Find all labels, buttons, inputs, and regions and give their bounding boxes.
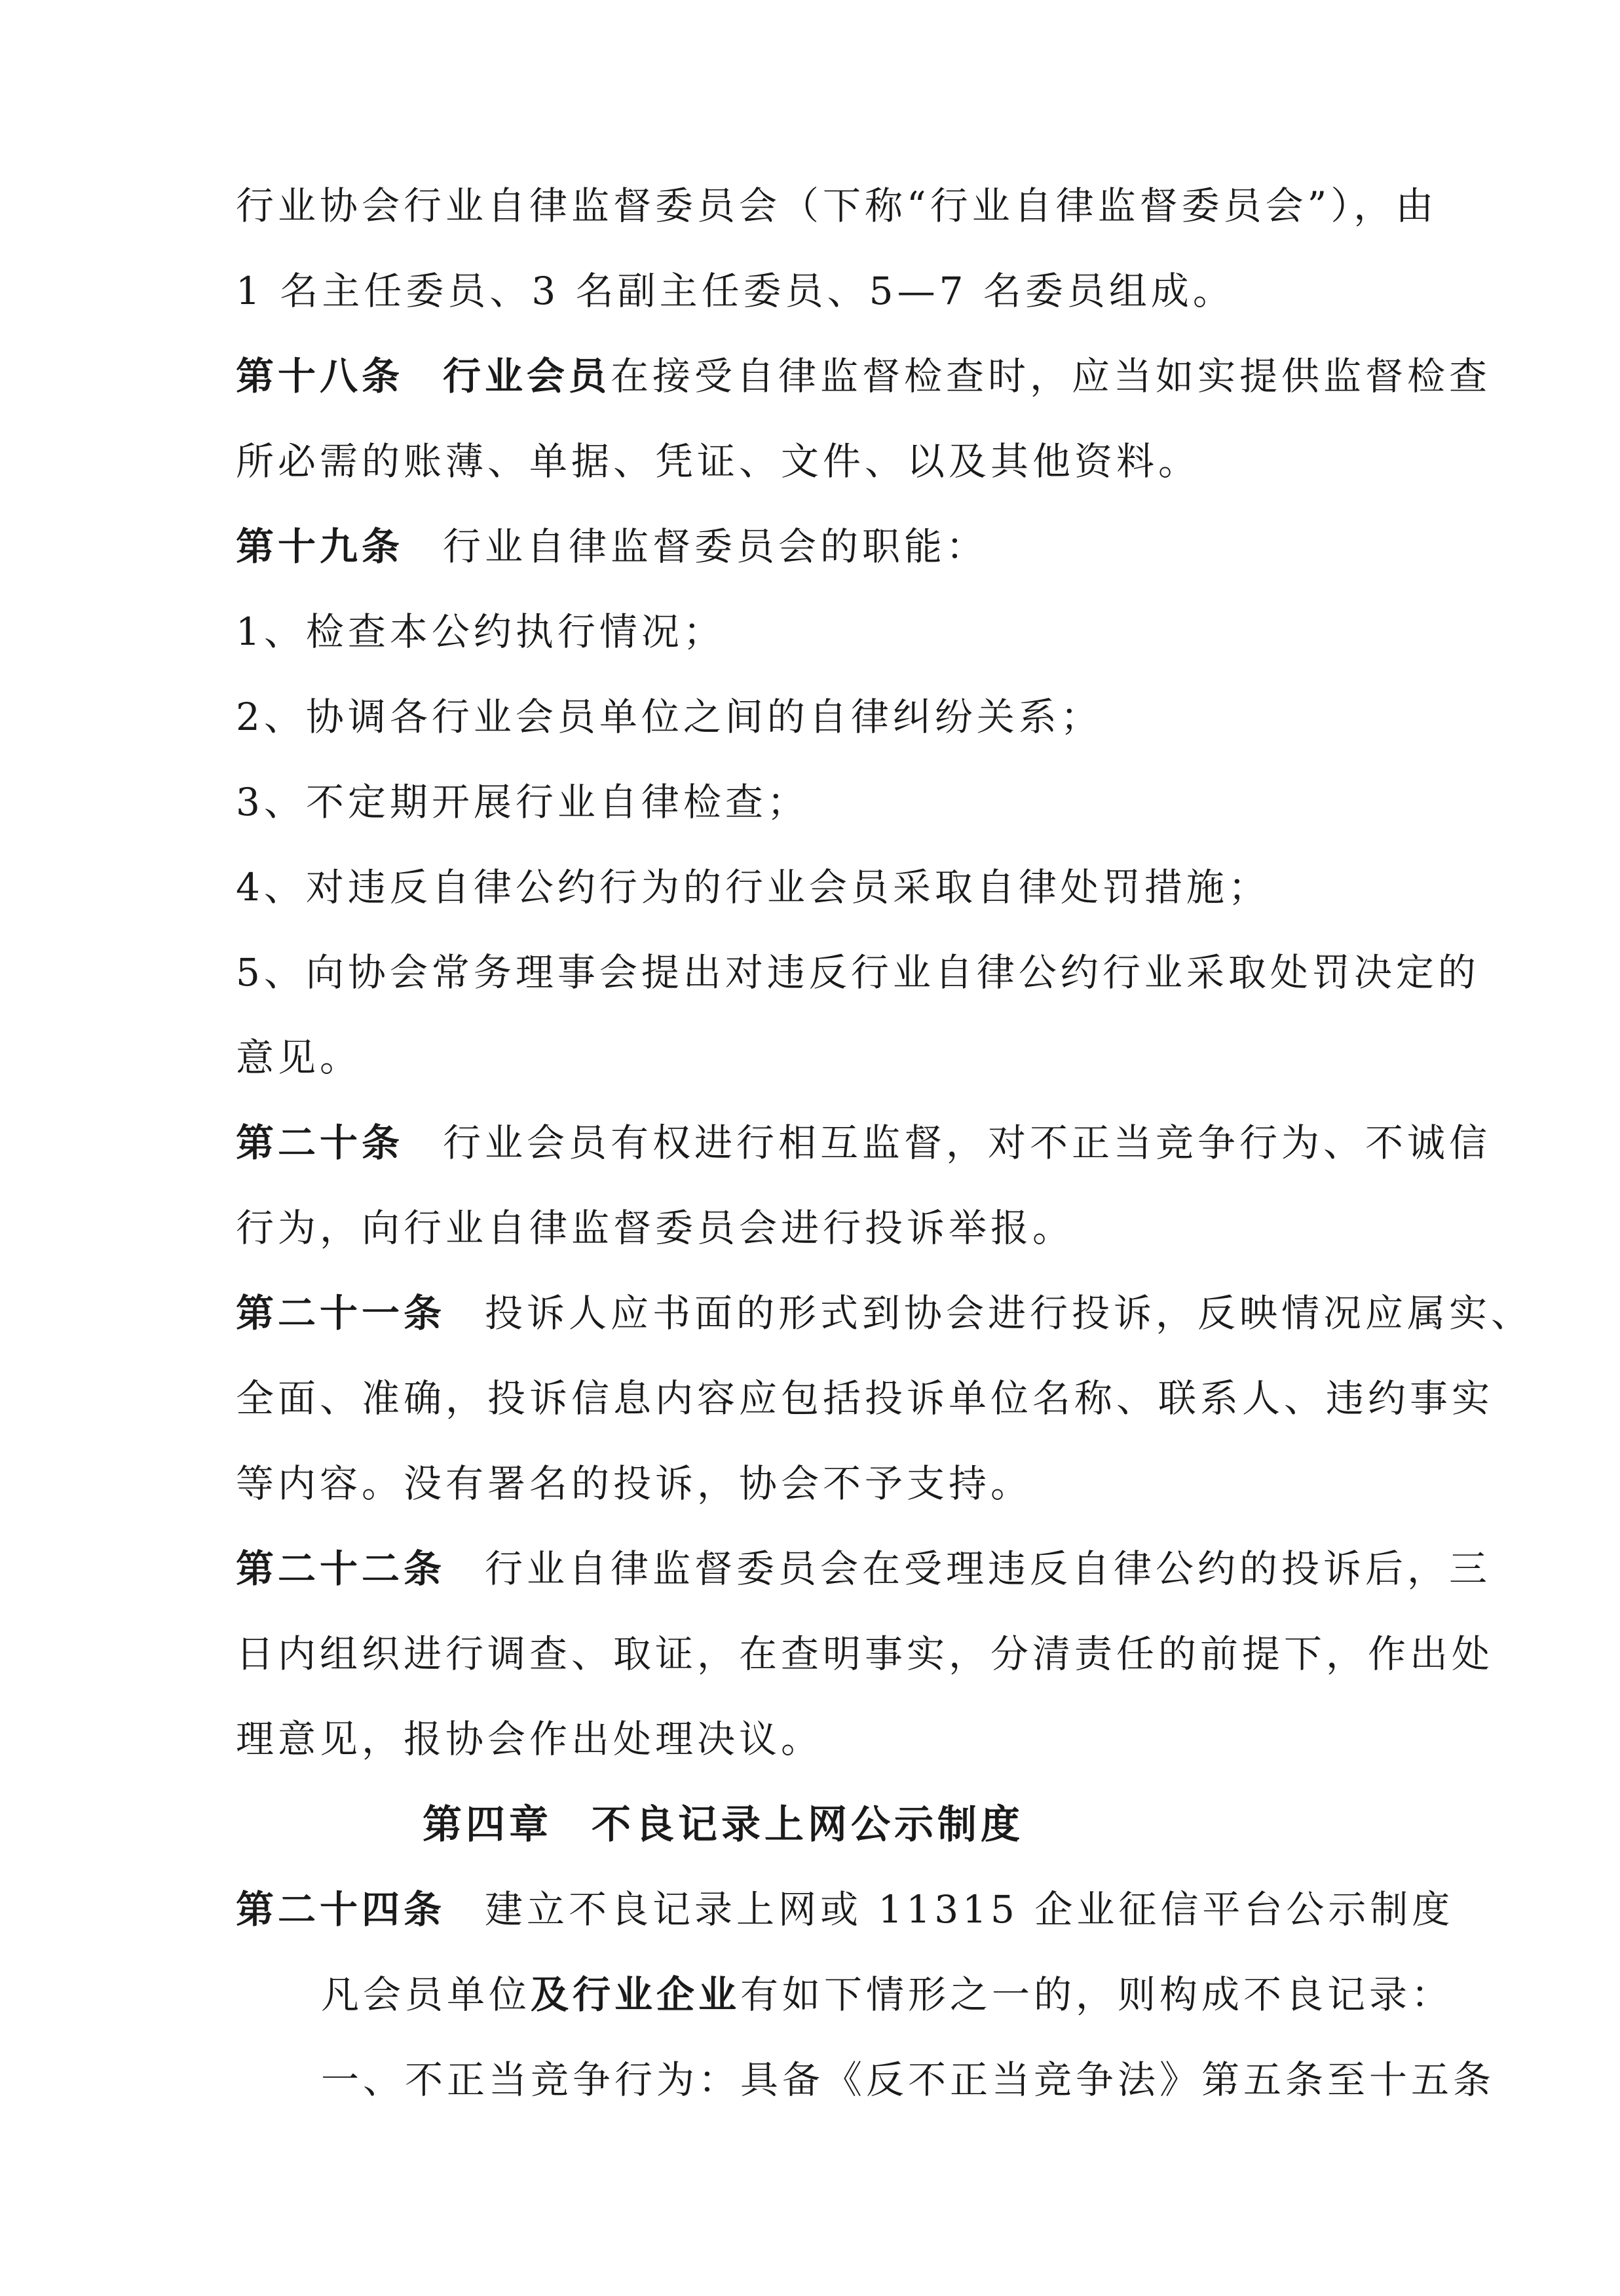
article-18-text: 在接受自律监督检查时，应当如实提供监督检查 [611,354,1492,398]
article-20 [236,1119,1491,1166]
text-line-4: 所必需的账薄、单据、凭证、文件、以及其他资料。 [236,439,1201,484]
article-22 [236,1545,1491,1592]
list-item-3: 3、不定期开展行业自律检查； [236,780,809,824]
paragraph-unfair-competition: 一、不正当竞争行为：具备《反不正当竞争法》第五条至十五条 [321,2057,1496,2102]
paragraph-bad-record-post: 有如下情形之一的，则构成不良记录： [740,1972,1454,2017]
paragraph-bad-record [321,1971,1453,2018]
chapter-4-heading [423,1801,1024,1849]
article-20-cont: 行为，向行业自律监督委员会进行投诉举报。 [236,1206,1075,1250]
article-21-text: 投诉人应书面的形式到协会进行投诉，反映情况应属实、 [485,1291,1534,1335]
article-20-heading: 第二十条 [236,1120,404,1165]
article-22-text: 行业自律监督委员会在受理违反自律公约的投诉后，三 [485,1546,1492,1591]
article-24-text: 建立不良记录上网或 11315 企业征信平台公示制度 [485,1887,1454,1932]
article-19 [236,523,988,570]
list-item-5: 5、向协会常务理事会提出对违反行业自律公约行业采取处罚决定的 [236,950,1480,995]
article-22-cont-2: 理意见，报协会作出处理决议。 [236,1717,823,1761]
article-18 [236,353,1491,400]
article-22-cont-1: 日内组织进行调查、取证，在查明事实，分清责任的前提下，作出处 [236,1632,1494,1676]
article-19-heading: 第十九条 [236,524,404,569]
article-21-heading: 第二十一条 [236,1291,446,1335]
list-item-4: 4、对违反自律公约行为的行业会员采取自律处罚措施； [236,865,1270,909]
article-21-cont-2: 等内容。没有署名的投诉，协会不予支持。 [236,1461,1033,1506]
paragraph-bad-record-pre: 凡会员单位 [321,1972,531,2017]
article-18-bold: 行业会员 [443,354,611,398]
chapter-number: 第四章 [423,1802,552,1848]
list-item-1: 1、检查本公约执行情况； [236,609,725,654]
article-24-heading: 第二十四条 [236,1887,446,1932]
text-line-1: 行业协会行业自律监督委员会（下称“行业自律监督委员会”），由 [236,183,1438,228]
list-item-5-cont: 意见。 [236,1035,362,1080]
article-21-cont-1: 全面、准确，投诉信息内容应包括投诉单位名称、联系人、违约事实 [236,1376,1494,1421]
list-item-2: 2、协调各行业会员单位之间的自律纠纷关系； [236,695,1102,739]
text-line-2: 1 名主任委员、3 名副主任委员、5—7 名委员组成。 [236,269,1235,313]
article-21 [236,1290,1533,1337]
article-20-text: 行业会员有权进行相互监督，对不正当竞争行为、不诚信 [443,1120,1492,1165]
article-22-heading: 第二十二条 [236,1546,446,1591]
article-18-heading: 第十八条 [236,354,404,398]
article-19-text: 行业自律监督委员会的职能： [443,524,989,569]
paragraph-bad-record-bold: 及行业企业 [531,1972,741,2017]
chapter-title: 不良记录上网公示制度 [592,1802,1024,1848]
article-24 [236,1886,1454,1933]
